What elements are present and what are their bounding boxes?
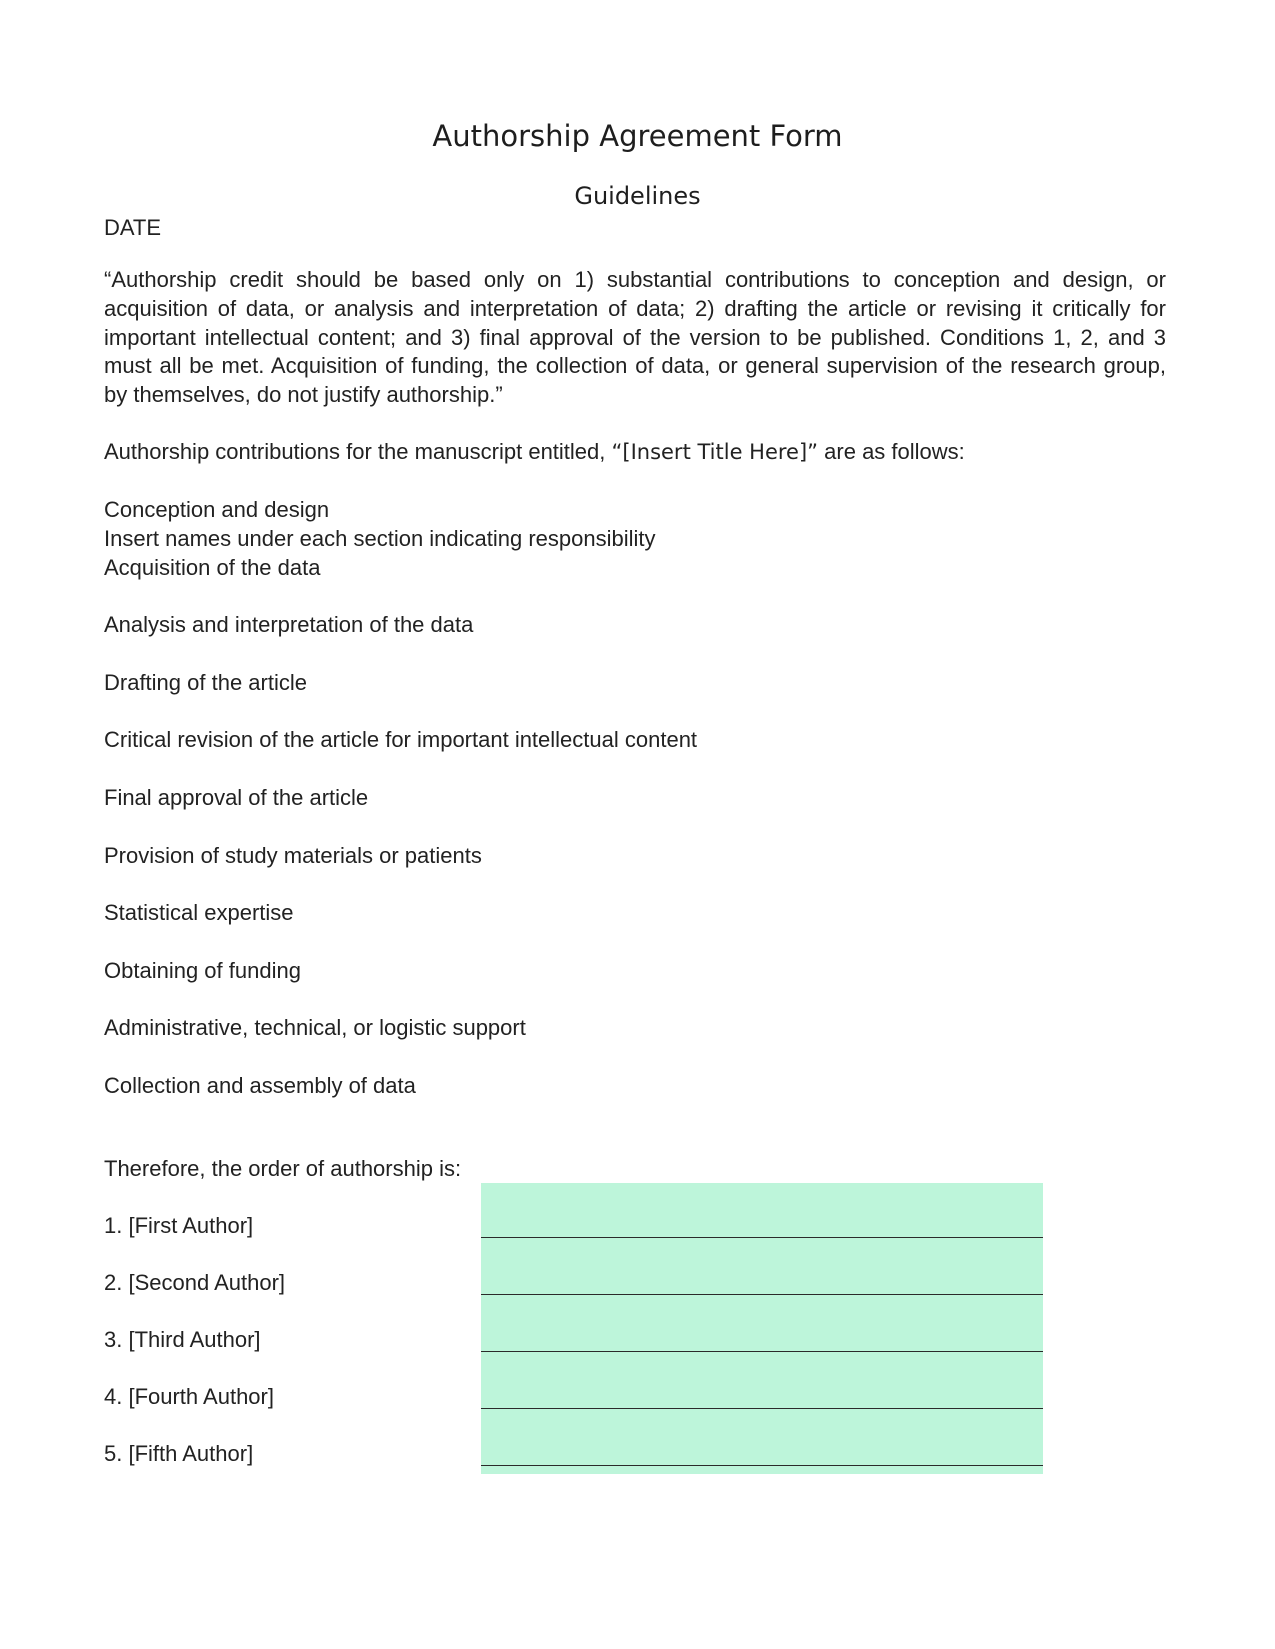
author-5-label: 5. [Fifth Author] (104, 1441, 254, 1466)
form-title: Authorship Agreement Form (432, 119, 843, 153)
author-4-label: 4. [Fourth Author] (104, 1384, 274, 1409)
author-1-signature-line[interactable] (481, 1237, 1043, 1238)
contribution-instruction: Insert names under each section indicating responsibility (104, 525, 656, 551)
contribution-list (104, 496, 697, 1101)
date-label: DATE (104, 215, 162, 240)
contribution-conception-design: Conception and design (104, 497, 330, 522)
intro-suffix: are as follows: (818, 439, 965, 464)
contribution-acquisition: Acquisition of the data (104, 554, 321, 580)
author-5-signature-line[interactable] (481, 1465, 1043, 1466)
contribution-funding: Obtaining of funding (104, 957, 301, 983)
author-2-label: 2. [Second Author] (104, 1270, 286, 1295)
contribution-study-materials: Provision of study materials or patients (104, 842, 482, 868)
signature-area (481, 1183, 1043, 1474)
author-3-label: 3. [Third Author] (104, 1327, 261, 1352)
contribution-support: Administrative, technical, or logistic support (104, 1015, 526, 1041)
author-3-signature-line[interactable] (481, 1351, 1043, 1352)
authorship-order-label: Therefore, the order of authorship is: (104, 1156, 462, 1181)
contribution-analysis: Analysis and interpretation of the data (104, 612, 474, 638)
guideline-quote: “Authorship credit should be based only on 1) substantial contributions to conception and design, or acquisition of data, or analysis and interpretation of data; 2) drafting the article or revising it critically for important intellectual content; and 3) final approval of the version to be published. Conditions 1, 2, and 3 must all be met. Acquisition of funding, the collection of data, or general supervision of the research group, by themselves, do not justify authorship.” (104, 267, 1166, 408)
contribution-statistics: Statistical expertise (104, 900, 294, 926)
contributions-intro (104, 438, 965, 466)
author-1-label: 1. [First Author] (104, 1213, 254, 1238)
contribution-drafting: Drafting of the article (104, 669, 307, 695)
author-2-signature-line[interactable] (481, 1294, 1043, 1295)
contribution-final-approval: Final approval of the article (104, 784, 369, 810)
form-subtitle: Guidelines (574, 182, 701, 210)
manuscript-title-placeholder: “[Insert Title Here]” (611, 440, 819, 464)
contribution-critical-revision: Critical revision of the article for important intellectual content (104, 727, 698, 753)
author-4-signature-line[interactable] (481, 1408, 1043, 1409)
contribution-collection: Collection and assembly of data (104, 1072, 416, 1098)
intro-prefix: Authorship contributions for the manuscript entitled, (104, 439, 612, 464)
